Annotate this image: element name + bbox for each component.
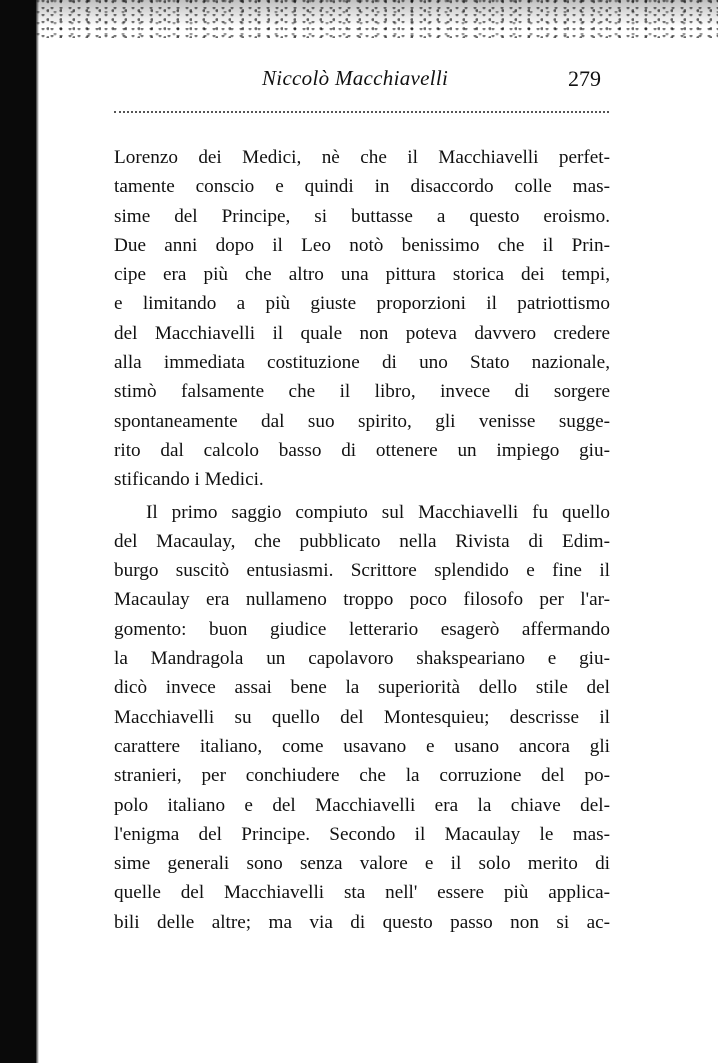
paragraph	[114, 498, 610, 937]
text-line: alla immediata costituzione di uno Stato nazionale,	[114, 352, 610, 374]
text-line: rito dal calcolo basso di ottenere un impiego giu-	[114, 439, 610, 461]
text-line: stificando i Medici.	[114, 469, 264, 491]
text-line: stimò falsamente che il libro, invece di sorgere	[114, 381, 610, 403]
text-line: Macchiavelli su quello del Montesquieu; descrisse il	[114, 706, 610, 728]
page-number: 279	[568, 66, 601, 91]
text-line: gomento: buon giudice letterario esagerò affermando	[114, 618, 610, 640]
text-line: dicò invece assai bene la superiorità dello stile del	[114, 677, 610, 699]
text-line: la Mandragola un capolavoro shakspeariano e giu-	[114, 648, 610, 670]
text-line: carattere italiano, come usavano e usano ancora gli	[114, 735, 610, 757]
running-title: Niccolò Macchiavelli	[262, 66, 449, 90]
text-line: burgo suscitò entusiasmi. Scrittore splendido e fine il	[114, 560, 610, 582]
header-rule	[114, 111, 609, 113]
paragraph	[114, 143, 610, 495]
text-line: polo italiano e del Macchiavelli era la chiave del-	[114, 794, 610, 816]
text-line: Macaulay era nullameno troppo poco filosofo per l'ar-	[114, 589, 610, 611]
text-line: Due anni dopo il Leo notò benissimo che il Prin-	[114, 234, 610, 256]
text-line: l'enigma del Principe. Secondo il Macaulay le mas-	[114, 823, 610, 845]
page-header	[112, 62, 609, 102]
binding-edge	[0, 0, 36, 1063]
body-text	[114, 143, 610, 937]
text-line: spontaneamente dal suo spirito, gli venisse sugge-	[114, 410, 610, 432]
text-line: del Macaulay, che pubblicato nella Rivista di Edim-	[114, 530, 610, 552]
text-line: Lorenzo dei Medici, nè che il Macchiavelli perfet-	[114, 147, 610, 168]
text-line: stranieri, per conchiudere che la corruzione del po-	[114, 765, 610, 787]
text-line: e limitando a più giuste proporzioni il patriottismo	[114, 293, 610, 315]
text-line: del Macchiavelli il quale non poteva davvero credere	[114, 322, 610, 344]
scan-noise	[36, 0, 718, 38]
text-line: sime del Principe, si buttasse a questo eroismo.	[114, 205, 610, 227]
text-line: sime generali sono senza valore e il solo merito di	[114, 853, 610, 875]
text-line: tamente conscio e quindi in disaccordo colle mas-	[114, 176, 610, 198]
text-line: Il primo saggio compiuto sul Macchiavelli fu quello	[146, 501, 610, 523]
text-line: quelle del Macchiavelli sta nell' essere più applica-	[114, 882, 610, 904]
text-line: bili delle altre; ma via di questo passo non si ac-	[114, 911, 610, 933]
text-line: cipe era più che altro una pittura storica dei tempi,	[114, 264, 610, 286]
